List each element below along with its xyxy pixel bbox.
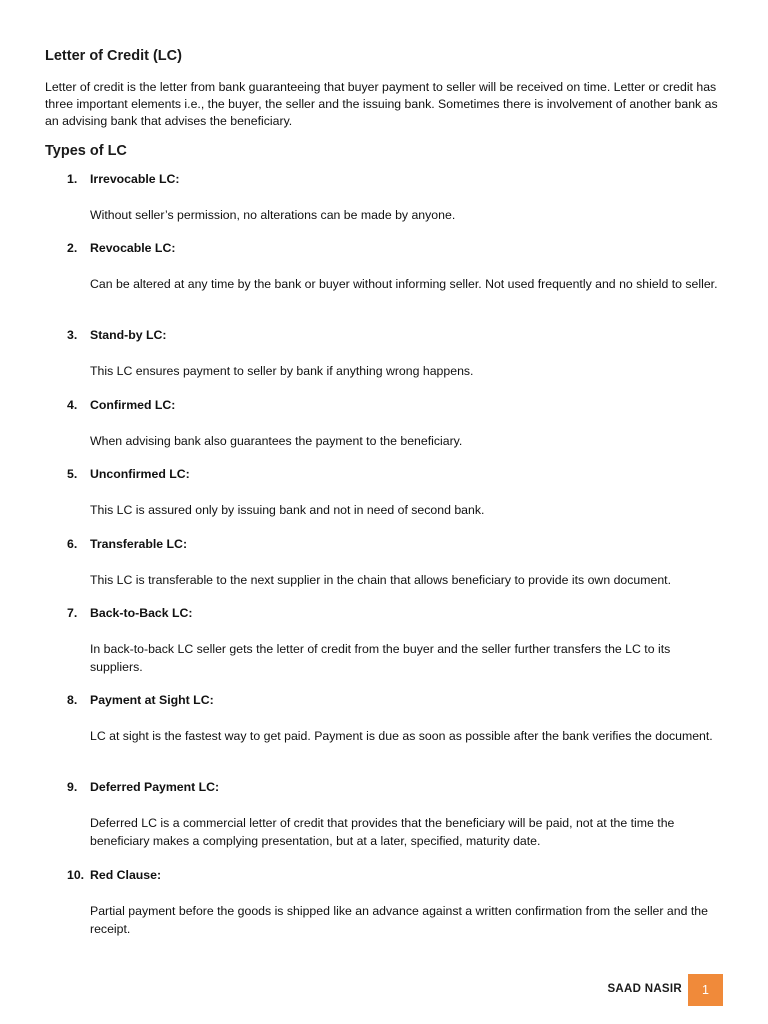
item-heading: Unconfirmed LC: [90,467,190,481]
item-heading: Deferred Payment LC: [90,780,220,794]
item-number: 5. [67,467,78,481]
item-number: 8. [67,693,78,707]
item-number: 3. [67,328,78,342]
item-heading: Irrevocable LC: [90,172,180,186]
item-number: 10. [67,868,85,882]
item-description: This LC ensures payment to seller by bank if anything wrong happens. [90,364,474,378]
item-description: This LC is assured only by issuing bank and not in need of second bank. [90,503,485,517]
section-heading-types: Types of LC [45,143,127,159]
item-heading: Stand-by LC: [90,328,167,342]
item-description: This LC is transferable to the next supplier in the chain that allows beneficiary to provide its own document. [90,573,671,587]
item-number: 6. [67,537,78,551]
page-number-badge: 1 [688,974,723,1006]
item-description: Without seller’s permission, no alterations can be made by anyone. [90,208,456,222]
item-number: 7. [67,606,78,620]
intro-paragraph: Letter of credit is the letter from bank guaranteeing that buyer payment to seller will be received on time. Letter or credit has three important elements i.e., the buyer, the seller and the issuing bank. Sometimes there is involvement of another bank as an advising bank that advises the beneficiary. [45,80,718,128]
item-number: 1. [67,172,78,186]
footer-author: SAAD NASIR [607,983,682,995]
item-heading: Transferable LC: [90,537,188,551]
item-heading: Back-to-Back LC: [90,606,193,620]
item-description: Deferred LC is a commercial letter of credit that provides that the beneficiary will be paid, not at the time the beneficiary makes a complying presentation, but at a later, specified, maturity date. [90,816,675,848]
item-number: 9. [67,780,78,794]
document-title: Letter of Credit (LC) [45,48,182,64]
item-description: When advising bank also guarantees the payment to the beneficiary. [90,434,463,448]
item-number: 4. [67,398,78,412]
item-description: Partial payment before the goods is shipped like an advance against a written confirmation from the seller and the receipt. [90,904,708,936]
item-heading: Confirmed LC: [90,398,176,412]
item-description: Can be altered at any time by the bank or buyer without informing seller. Not used frequently and no shield to seller. [90,277,718,291]
item-heading: Revocable LC: [90,241,176,255]
item-heading: Payment at Sight LC: [90,693,214,707]
item-number: 2. [67,241,78,255]
item-heading: Red Clause: [90,868,162,882]
item-description: LC at sight is the fastest way to get paid. Payment is due as soon as possible after the bank verifies the document. [90,729,713,743]
item-description: In back-to-back LC seller gets the letter of credit from the buyer and the seller further transfers the LC to its suppliers. [90,642,671,674]
